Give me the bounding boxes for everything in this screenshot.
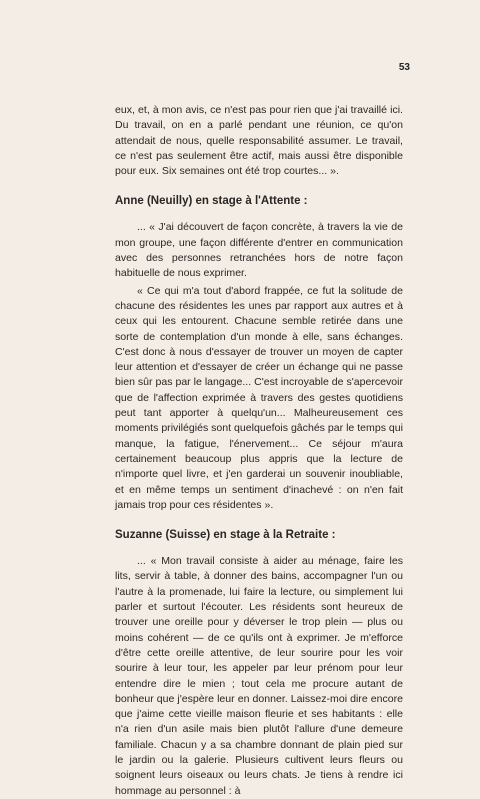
section-heading-anne: Anne (Neuilly) en stage à l'Attente : (115, 195, 308, 208)
anne-paragraph-2: « Ce qui m'a tout d'abord frappée, ce fut la solitude de chacune des résidentes les unes par rapport aux autres et à ceux qui les entourent. Chacune semble retirée dans une sorte de contemplation d'un monde à elle, sans échanges. C'est donc à nous d'essayer de trouver un moyen de capter leur attention et d'essayer de créer un échange qui ne passe bien sûr pas par le langage... C'est incroyable de s'apercevoir que de l'affection exprimée à travers des gestes quotidiens peut tant apporter à quelqu'un... Malheureusement ces moments privilégiés sont quelquefois gâchés par le temps qui manque, la fatigue, l'énervement... Ce séjour m'aura certainement beaucoup plus appris que la lecture de n'importe quel livre, et j'en garderai un souvenir inoubliable, et en même temps un sentiment d'inachevé : on n'en fait jamais trop pour ces résidentes ». (115, 284, 403, 511)
anne-paragraph-1: ... « J'ai découvert de façon concrète, à travers la vie de mon groupe, une façon différente d'entrer en communication avec des personnes retranchées hors de notre façon habituelle de nous exprimer. (115, 221, 403, 280)
intro-paragraph: eux, et, à mon avis, ce n'est pas pour rien que j'ai travaillé ici. Du travail, on en a parlé pendant une réunion, ce qu'on attendait de nous, quelle responsabilité assumer. Le travail, ce n'est pas seulement être actif, mais aussi être disponible pour eux. Six semaines ont été trop courtes... ». (115, 104, 403, 178)
page-body (115, 103, 403, 799)
page-number: 53 (398, 62, 410, 73)
suzanne-paragraph-1: ... « Mon travail consiste à aider au ménage, faire les lits, servir à table, à donner des bains, accompagner l'un ou l'autre à la promenade, lui faire la lecture, ou simplement lui parler et surtout l'écouter. Les résidents sont heureux de trouver une oreille pour y déverser le trop plein — plus ou moins cohérent — de ce qu'ils ont à exprimer. Je m'efforce d'être cette oreille attentive, de leur sourire pour les voir sourire à leur tour, les appeler par leur prénom pour leur entendre dire le mien ; tout cela me procure autant de bonheur que j'espère leur en donner. Laissez-moi dire encore que j'aime cette vieille maison fleurie et ses habitants : elle n'a rien d'un asile mais bien plutôt l'allure d'une demeure familiale. Chacun y a sa chambre donnant de plain pied sur le jardin ou la galerie. Plusieurs cultivent leurs fleurs ou soignent leurs oiseaux ou leurs chats. Je tiens à rendre ici hommage au personnel : à (115, 555, 403, 797)
section-heading-suzanne: Suzanne (Suisse) en stage à la Retraite : (115, 529, 336, 542)
